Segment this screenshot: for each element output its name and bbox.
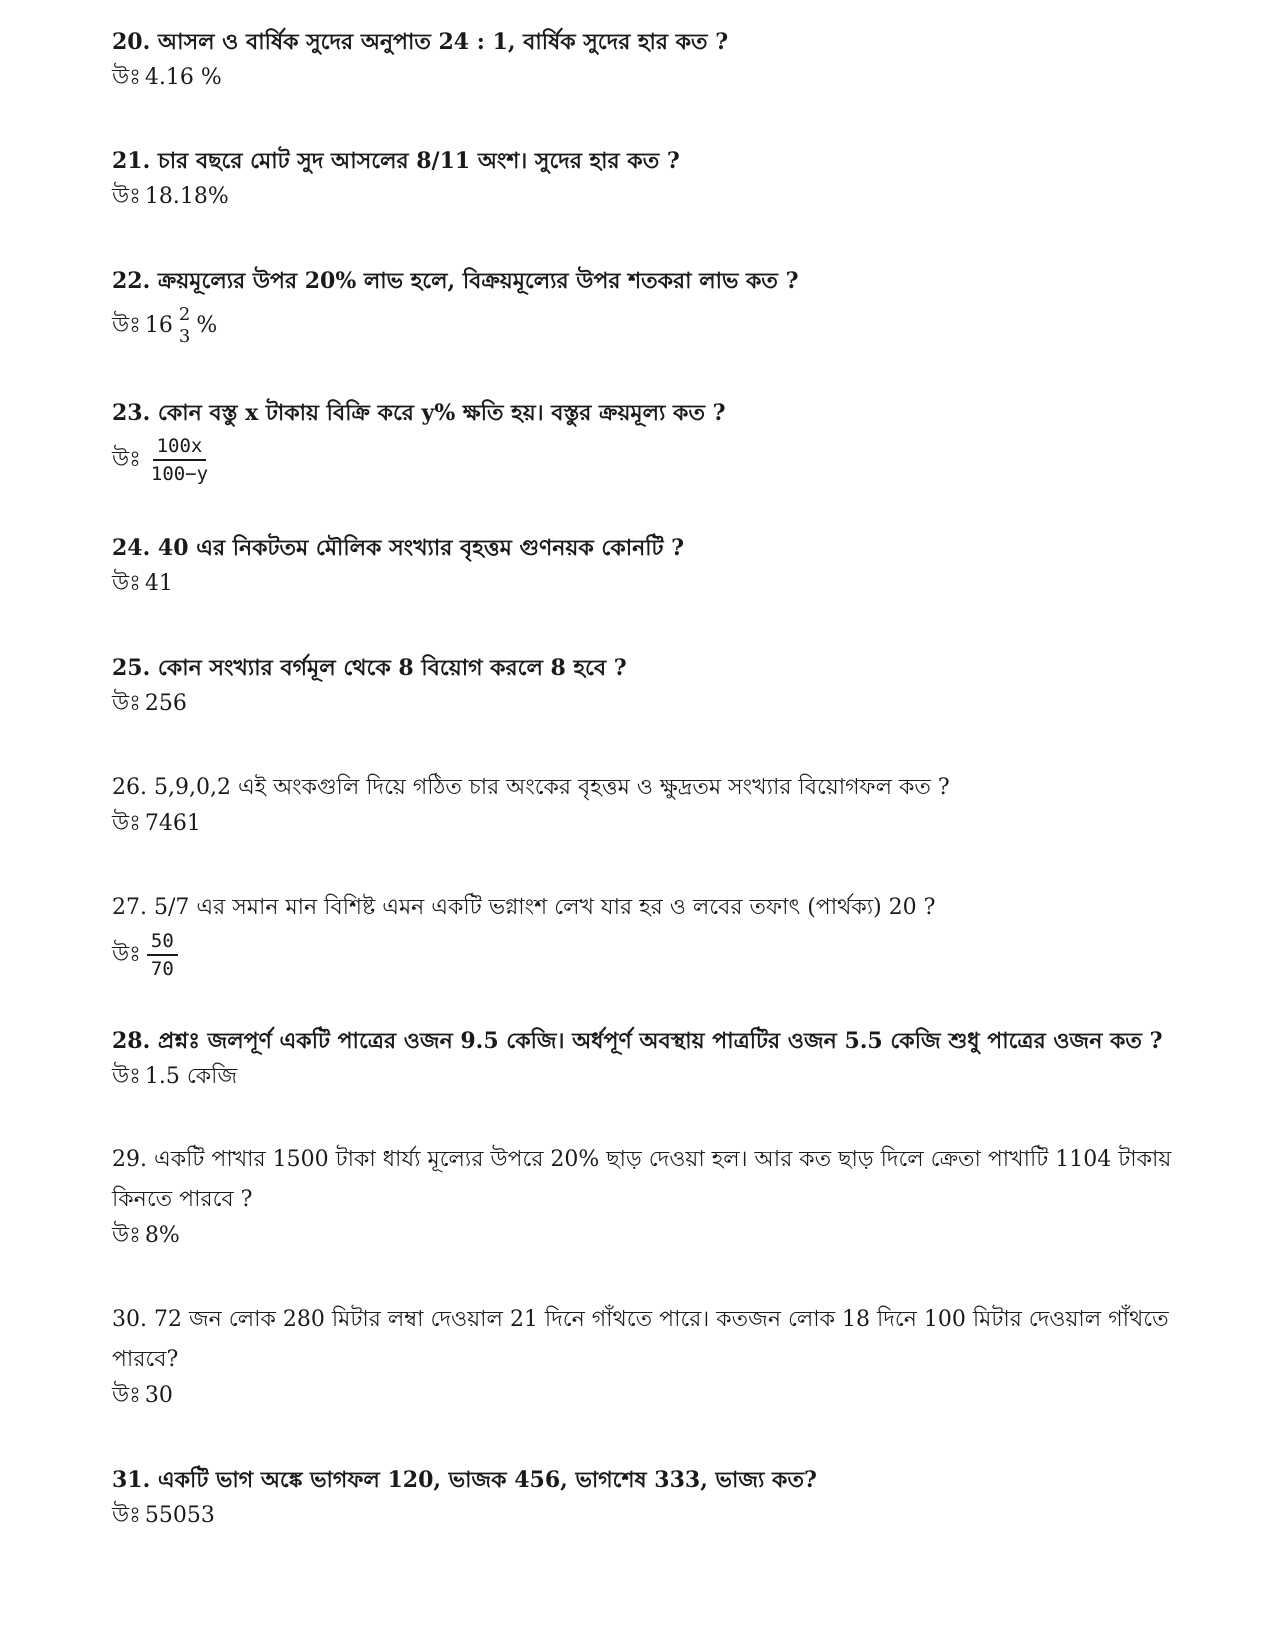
answer-line (112, 62, 1172, 94)
question-24 (112, 528, 1172, 600)
answer-prefix: উঃ (112, 447, 141, 472)
answer-prefix: উঃ (112, 313, 141, 338)
fraction-numerator: 2 (178, 304, 191, 325)
answer-line (112, 181, 1172, 213)
answer-value: 1.5 কেজি (144, 1064, 238, 1089)
question-text: 27. 5/7 এর সমান মান বিশিষ্ট এমন একটি ভগ্নাংশ লেখ যার হর ও লবের তফাৎ (পার্থক্য) 20 ? (112, 895, 936, 920)
answer-prefix: উঃ (112, 942, 141, 967)
answer-prefix: উঃ (112, 571, 141, 596)
answer-value: 8% (144, 1223, 180, 1248)
answer-prefix: উঃ (112, 811, 141, 836)
answer-prefix: উঃ (112, 184, 141, 209)
question-text: 20. আসল ও বার্ষিক সুদের অনুপাত 24 : 1, বার্ষিক সুদের হার কত ? (112, 29, 729, 55)
question-28 (112, 1021, 1172, 1093)
answer-value: 30 (144, 1383, 173, 1408)
answer-whole: 16 (144, 313, 173, 338)
question-text: 29. একটি পাখার 1500 টাকা ধার্য্য মূল্যের উপরে 20% ছাড় দেওয়া হল। আর কত ছাড় দিলে ক্রেতা পাখাটি 1104 টাকায় কিনতে পারবে ? (112, 1147, 1172, 1212)
answer-line (112, 435, 1172, 485)
answer-line (112, 568, 1172, 600)
fraction (175, 305, 194, 347)
question-text: 21. চার বছরে মোট সুদ আসলের 8/11 অংশ। সুদের হার কত ? (112, 148, 680, 174)
fraction (147, 930, 178, 980)
question-25 (112, 648, 1172, 720)
answer-value: 4.16 % (144, 65, 222, 90)
question-text: 22. ক্রয়মূল্যের উপর 20% লাভ হলে, বিক্রয়মূল্যের উপর শতকরা লাভ কত ? (112, 268, 799, 294)
answer-value: 41 (144, 571, 173, 596)
answer-value: 55053 (144, 1503, 215, 1528)
question-21 (112, 141, 1172, 213)
question-20 (112, 22, 1172, 94)
answer-line (112, 1500, 1172, 1532)
question-text: 23. কোন বস্তু x টাকায় বিক্রি করে y% ক্ষতি হয়। বস্তুর ক্রয়মূল্য কত ? (112, 400, 726, 426)
question-29 (112, 1140, 1172, 1252)
answer-line (112, 688, 1172, 720)
question-26 (112, 768, 1172, 840)
answer-line (112, 808, 1172, 840)
answer-line (112, 930, 1172, 980)
fraction (147, 435, 212, 485)
question-text: 24. 40 এর নিকটতম মৌলিক সংখ্যার বৃহত্তম গুণনয়ক কোনটি ? (112, 535, 685, 561)
fraction-numerator: 50 (147, 930, 178, 956)
answer-line (112, 1220, 1172, 1252)
question-23 (112, 393, 1172, 485)
question-text: 30. 72 জন লোক 280 মিটার লম্বা দেওয়াল 21 দিনে গাঁথতে পারে। কতজন লোক 18 দিনে 100 মিটার দেওয়াল গাঁথতে পারবে? (112, 1307, 1169, 1372)
answer-suffix: % (196, 313, 218, 338)
question-27 (112, 888, 1172, 980)
question-text: 26. 5,9,0,2 এই অংকগুলি দিয়ে গঠিত চার অংকের বৃহত্তম ও ক্ষুদ্রতম সংখ্যার বিয়োগফল কত ? (112, 775, 950, 800)
answer-line (112, 1380, 1172, 1412)
answer-prefix: উঃ (112, 1064, 141, 1089)
fraction-denominator: 3 (178, 326, 191, 347)
answer-prefix: উঃ (112, 1223, 141, 1248)
question-text: 28. প্রশ্নঃ জলপূর্ণ একটি পাত্রের ওজন 9.5 কেজি। অর্ধপূর্ণ অবস্থায় পাত্রটির ওজন 5.5 কেজি শুধু পাত্রের ওজন কত ? (112, 1028, 1163, 1054)
question-text: 31. একটি ভাগ অঙ্কে ভাগফল 120, ভাজক 456, ভাগশেষ 333, ভাজ্য কত? (112, 1467, 817, 1493)
question-30 (112, 1300, 1172, 1412)
fraction-denominator: 100−y (150, 463, 209, 485)
answer-prefix: উঃ (112, 1503, 141, 1528)
question-31 (112, 1460, 1172, 1532)
answer-value: 18.18% (144, 184, 229, 209)
answer-prefix: উঃ (112, 691, 141, 716)
fraction-numerator: 100x (153, 435, 207, 461)
answer-line (112, 305, 1172, 347)
question-text: 25. কোন সংখ্যার বর্গমূল থেকে 8 বিয়োগ করলে 8 হবে ? (112, 655, 627, 681)
answer-value: 7461 (144, 811, 201, 836)
mixed-fraction (145, 305, 217, 347)
answer-value: 256 (144, 691, 187, 716)
fraction-denominator: 70 (150, 958, 174, 980)
question-22 (112, 261, 1172, 347)
answer-prefix: উঃ (112, 65, 141, 90)
answer-prefix: উঃ (112, 1383, 141, 1408)
answer-line (112, 1061, 1172, 1093)
